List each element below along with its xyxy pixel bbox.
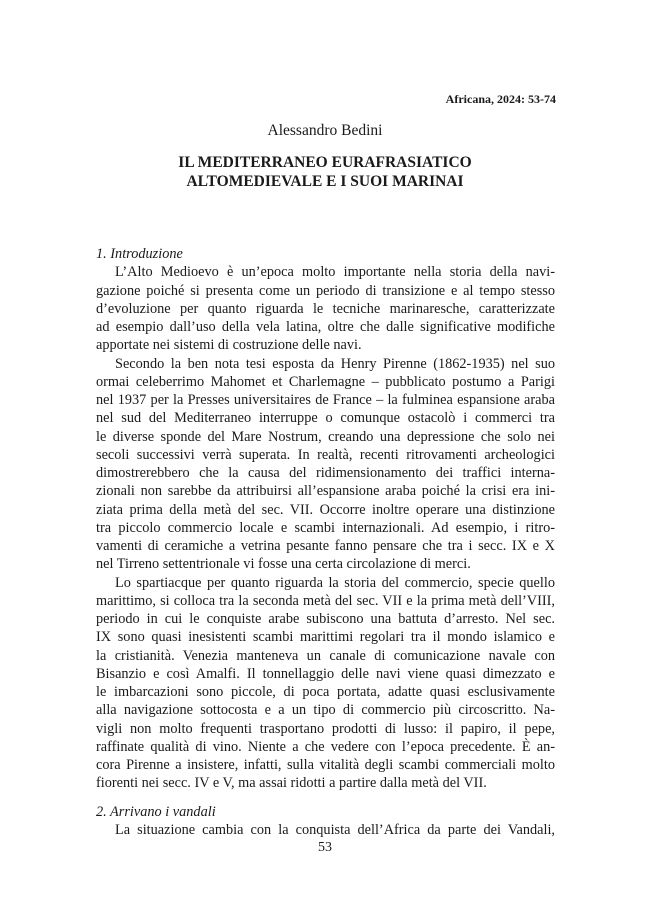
text-line: raffinate qualità di vino. Niente a che vedere con l’epoca precedente. È an-	[96, 738, 555, 755]
text-line: periodo in cui le conquiste arabe subiscono una battuta d’arresto. Nel sec.	[96, 611, 555, 627]
text-line: apportate nei sistemi di costruzione delle navi.	[96, 337, 362, 354]
text-line: Bisanzio e così Amalfi. Il tonnellaggio delle navi viene quasi dimezzato e	[96, 665, 555, 682]
text-line: Secondo la ben nota tesi esposta da Henry Pirenne (1862-1935) nel suo	[115, 355, 555, 372]
article-title	[0, 153, 650, 191]
author-name: Alessandro Bedini	[267, 122, 383, 139]
section-2-text	[96, 821, 555, 839]
text-line: gazione poiché si presenta come un periodo di transizione e al tempo stesso	[96, 282, 555, 299]
text-line: dimostrerebbero che la causa del ridimensionamento dei traffici interna-	[96, 465, 555, 481]
article-body	[96, 245, 555, 839]
page-number: 53	[318, 840, 332, 855]
title-line: ALTOMEDIEVALE E I SUOI MARINAI	[186, 173, 464, 190]
text-line: vigli non molto frequenti trasportano prodotti di lusso: il papiro, il pepe,	[96, 720, 555, 737]
text-line: ad esempio dall’uso della vela latina, oltre che dalle significative modifiche	[96, 319, 555, 335]
text-line: la cristianità. Venezia manteneva un canale di comunicazione navale con	[96, 647, 555, 664]
text-line: ziata prima della metà del sec. VII. Occorre inoltre operare una distinzione	[96, 501, 555, 518]
section-1-text	[96, 263, 555, 792]
text-line: tra piccolo commercio locale e scambi internazionali. Ad esempio, i ritro-	[96, 519, 555, 536]
text-line: secoli successivi verrà superata. In realtà, recenti ritrovamenti archeologici	[96, 446, 555, 463]
text-line: Lo spartiacque per quanto riguarda la storia del commercio, specie quello	[115, 574, 555, 591]
section-heading: 1. Introduzione	[96, 246, 183, 262]
text-line: le imbarcazioni sono piccole, di poca portata, adatte quasi esclusivamente	[96, 684, 555, 700]
journal-citation: Africana, 2024: 53-74	[445, 92, 556, 106]
text-line: alla navigazione sottocosta e a un tipo di commercio più circoscritto. Na-	[96, 702, 555, 719]
text-line: marittimo, si colloca tra la seconda metà del sec. VII e la prima metà dell’VIII,	[96, 592, 555, 609]
section-heading: 2. Arrivano i vandali	[96, 803, 216, 820]
text-line: L’Alto Medioevo è un’epoca molto importante nella storia della navi-	[115, 264, 555, 281]
text-line: IX sono quasi inesistenti scambi marittimi regolari tra il mondo islamico e	[96, 629, 555, 646]
text-line: nel sud del Mediterraneo interruppe o comunque ostacolò i commerci tra	[96, 410, 555, 427]
text-line: cora Pirenne a insistere, infatti, sulla vitalità degli scambi commerciali molto	[96, 757, 555, 773]
text-line: ormai celeberrimo Mahomet et Charlemagne – pubblicato postumo a Parigi	[96, 373, 555, 390]
text-line: zionali non sarebbe da attribuirsi all’espansione araba poiché la crisi era ini-	[96, 483, 555, 500]
text-line: nel 1937 per la Presses universitaires de France – la fulminea espansione araba	[96, 392, 555, 408]
text-line: fiorenti nei secc. IV e V, ma assai ridotti a partire dalla metà del VII.	[96, 775, 487, 792]
text-line: La situazione cambia con la conquista dell’Africa da parte dei Vandali,	[115, 821, 555, 838]
text-line: nel Tirreno settentrionale vi fosse una certa circolazione di merci.	[96, 556, 471, 573]
text-line: d’evoluzione per quanto riguarda le tecniche marinaresche, caratterizzate	[96, 300, 555, 317]
text-line: vamenti di ceramiche a vetrina pesante fanno pensare che tra i secc. IX e X	[96, 538, 555, 554]
title-line: IL MEDITERRANEO EURAFRASIATICO	[178, 154, 472, 171]
text-line: le diverse sponde del Mare Nostrum, creando una depressione che solo nei	[96, 428, 555, 445]
